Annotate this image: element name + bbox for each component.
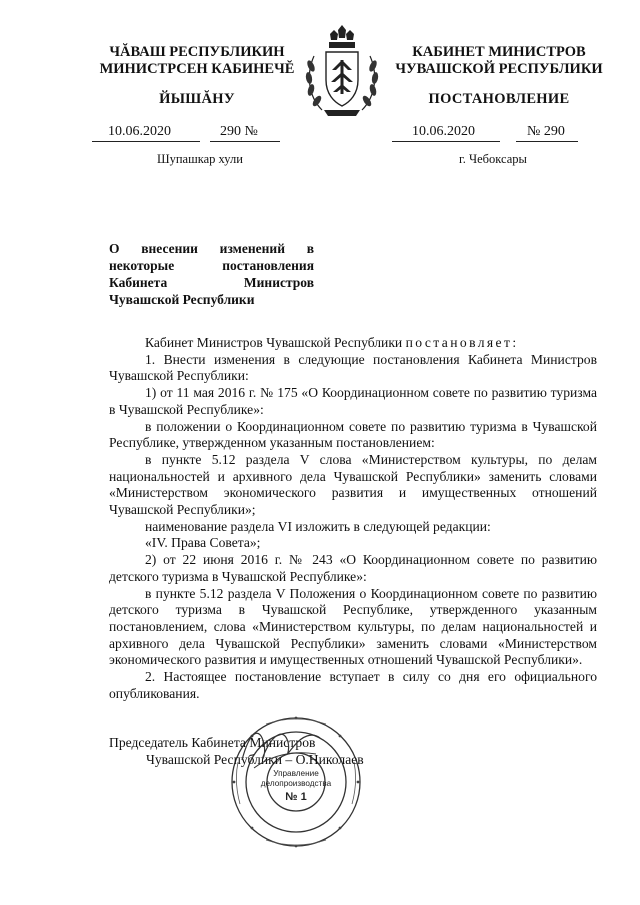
body-paragraph-9: 2. Настоящее постановление вступает в силу со дня его официального опубликования. — [109, 669, 597, 701]
right-number: № 290 — [527, 124, 565, 139]
body-intro-verb: постановляет: — [405, 335, 519, 350]
header-right-org — [388, 44, 610, 78]
signature-line2: Чувашской Республики – О.Николаев — [146, 752, 364, 767]
body-intro — [109, 335, 597, 352]
document-subject: О внесении изменений в некоторые постановления Кабинета Министров Чувашской Республики — [109, 241, 314, 307]
left-number-underline — [210, 141, 280, 142]
left-place: Шупашкар хули — [157, 152, 243, 166]
header-right-line1: КАБИНЕТ МИНИСТРОВ — [412, 44, 586, 60]
body-paragraph-1: 1. Внести изменения в следующие постановления Кабинета Министров Чувашской Республики: — [109, 351, 597, 384]
body-paragraph-7: 2) от 22 июня 2016 г. № 243 «О Координационном совете по развитию детского туризма в Чувашской Республике»: — [109, 552, 597, 584]
header-right-line2: ЧУВАШСКОЙ РЕСПУБЛИКИ — [395, 61, 603, 77]
header-left-title: ЙЫШĂНУ — [159, 91, 235, 107]
left-date: 10.06.2020 — [108, 124, 171, 139]
right-place: г. Чебоксары — [459, 152, 527, 166]
left-date-underline — [92, 141, 200, 142]
header-left-line1: ЧĂВАШ РЕСПУБЛИКИН — [109, 44, 285, 60]
document-body — [109, 335, 597, 702]
body-intro-text: Кабинет Министров Чувашской Республики — [145, 335, 403, 350]
stamp-line2: делопроизводства — [260, 779, 332, 788]
stamp-line1: Управление — [273, 769, 319, 778]
header-right-title: ПОСТАНОВЛЕНИЕ — [428, 91, 570, 107]
body-paragraph-4: в пункте 5.12 раздела V слова «Министерством культуры, по делам национальностей и архивного дела Чувашской Республики» заменить словами «Министерством экономического развития и имущественных отношений Чувашской Республики»; — [109, 451, 597, 518]
left-number: 290 № — [220, 124, 258, 139]
header-left-line2: МИНИСТРСЕН КАБИНЕЧĔ — [99, 61, 295, 77]
header-left-org — [92, 44, 302, 78]
body-paragraph-2: 1) от 11 мая 2016 г. № 175 «О Координационном совете по развитию туризма в Чувашской Республике»: — [109, 385, 597, 417]
right-date: 10.06.2020 — [412, 124, 475, 139]
right-number-underline — [516, 141, 578, 142]
right-date-underline — [392, 141, 500, 142]
coat-of-arms-icon — [302, 22, 382, 120]
body-paragraph-8: в пункте 5.12 раздела V Положения о Координационном совете по развитию детского туризма в Чувашской Республике, утвержденного указанным постановлением, слова «Министерством культуры, по делам национальностей и архивного дела Чувашской Республики» заменить словами «Министерством экономического развития и имущественных отношений Чувашской Республики». — [109, 585, 597, 668]
handwritten-signature — [236, 720, 326, 776]
body-paragraph-3: в положении о Координационном совете по развитию туризма в Чувашской Республике, утвержденном указанным постановлением: — [109, 418, 597, 451]
body-paragraph-5: наименование раздела VI изложить в следующей редакции: — [145, 518, 491, 534]
signature-line1: Председатель Кабинета Министров — [109, 735, 316, 750]
body-paragraph-6: «IV. Права Совета»; — [145, 535, 261, 551]
stamp-line3: № 1 — [285, 791, 307, 803]
